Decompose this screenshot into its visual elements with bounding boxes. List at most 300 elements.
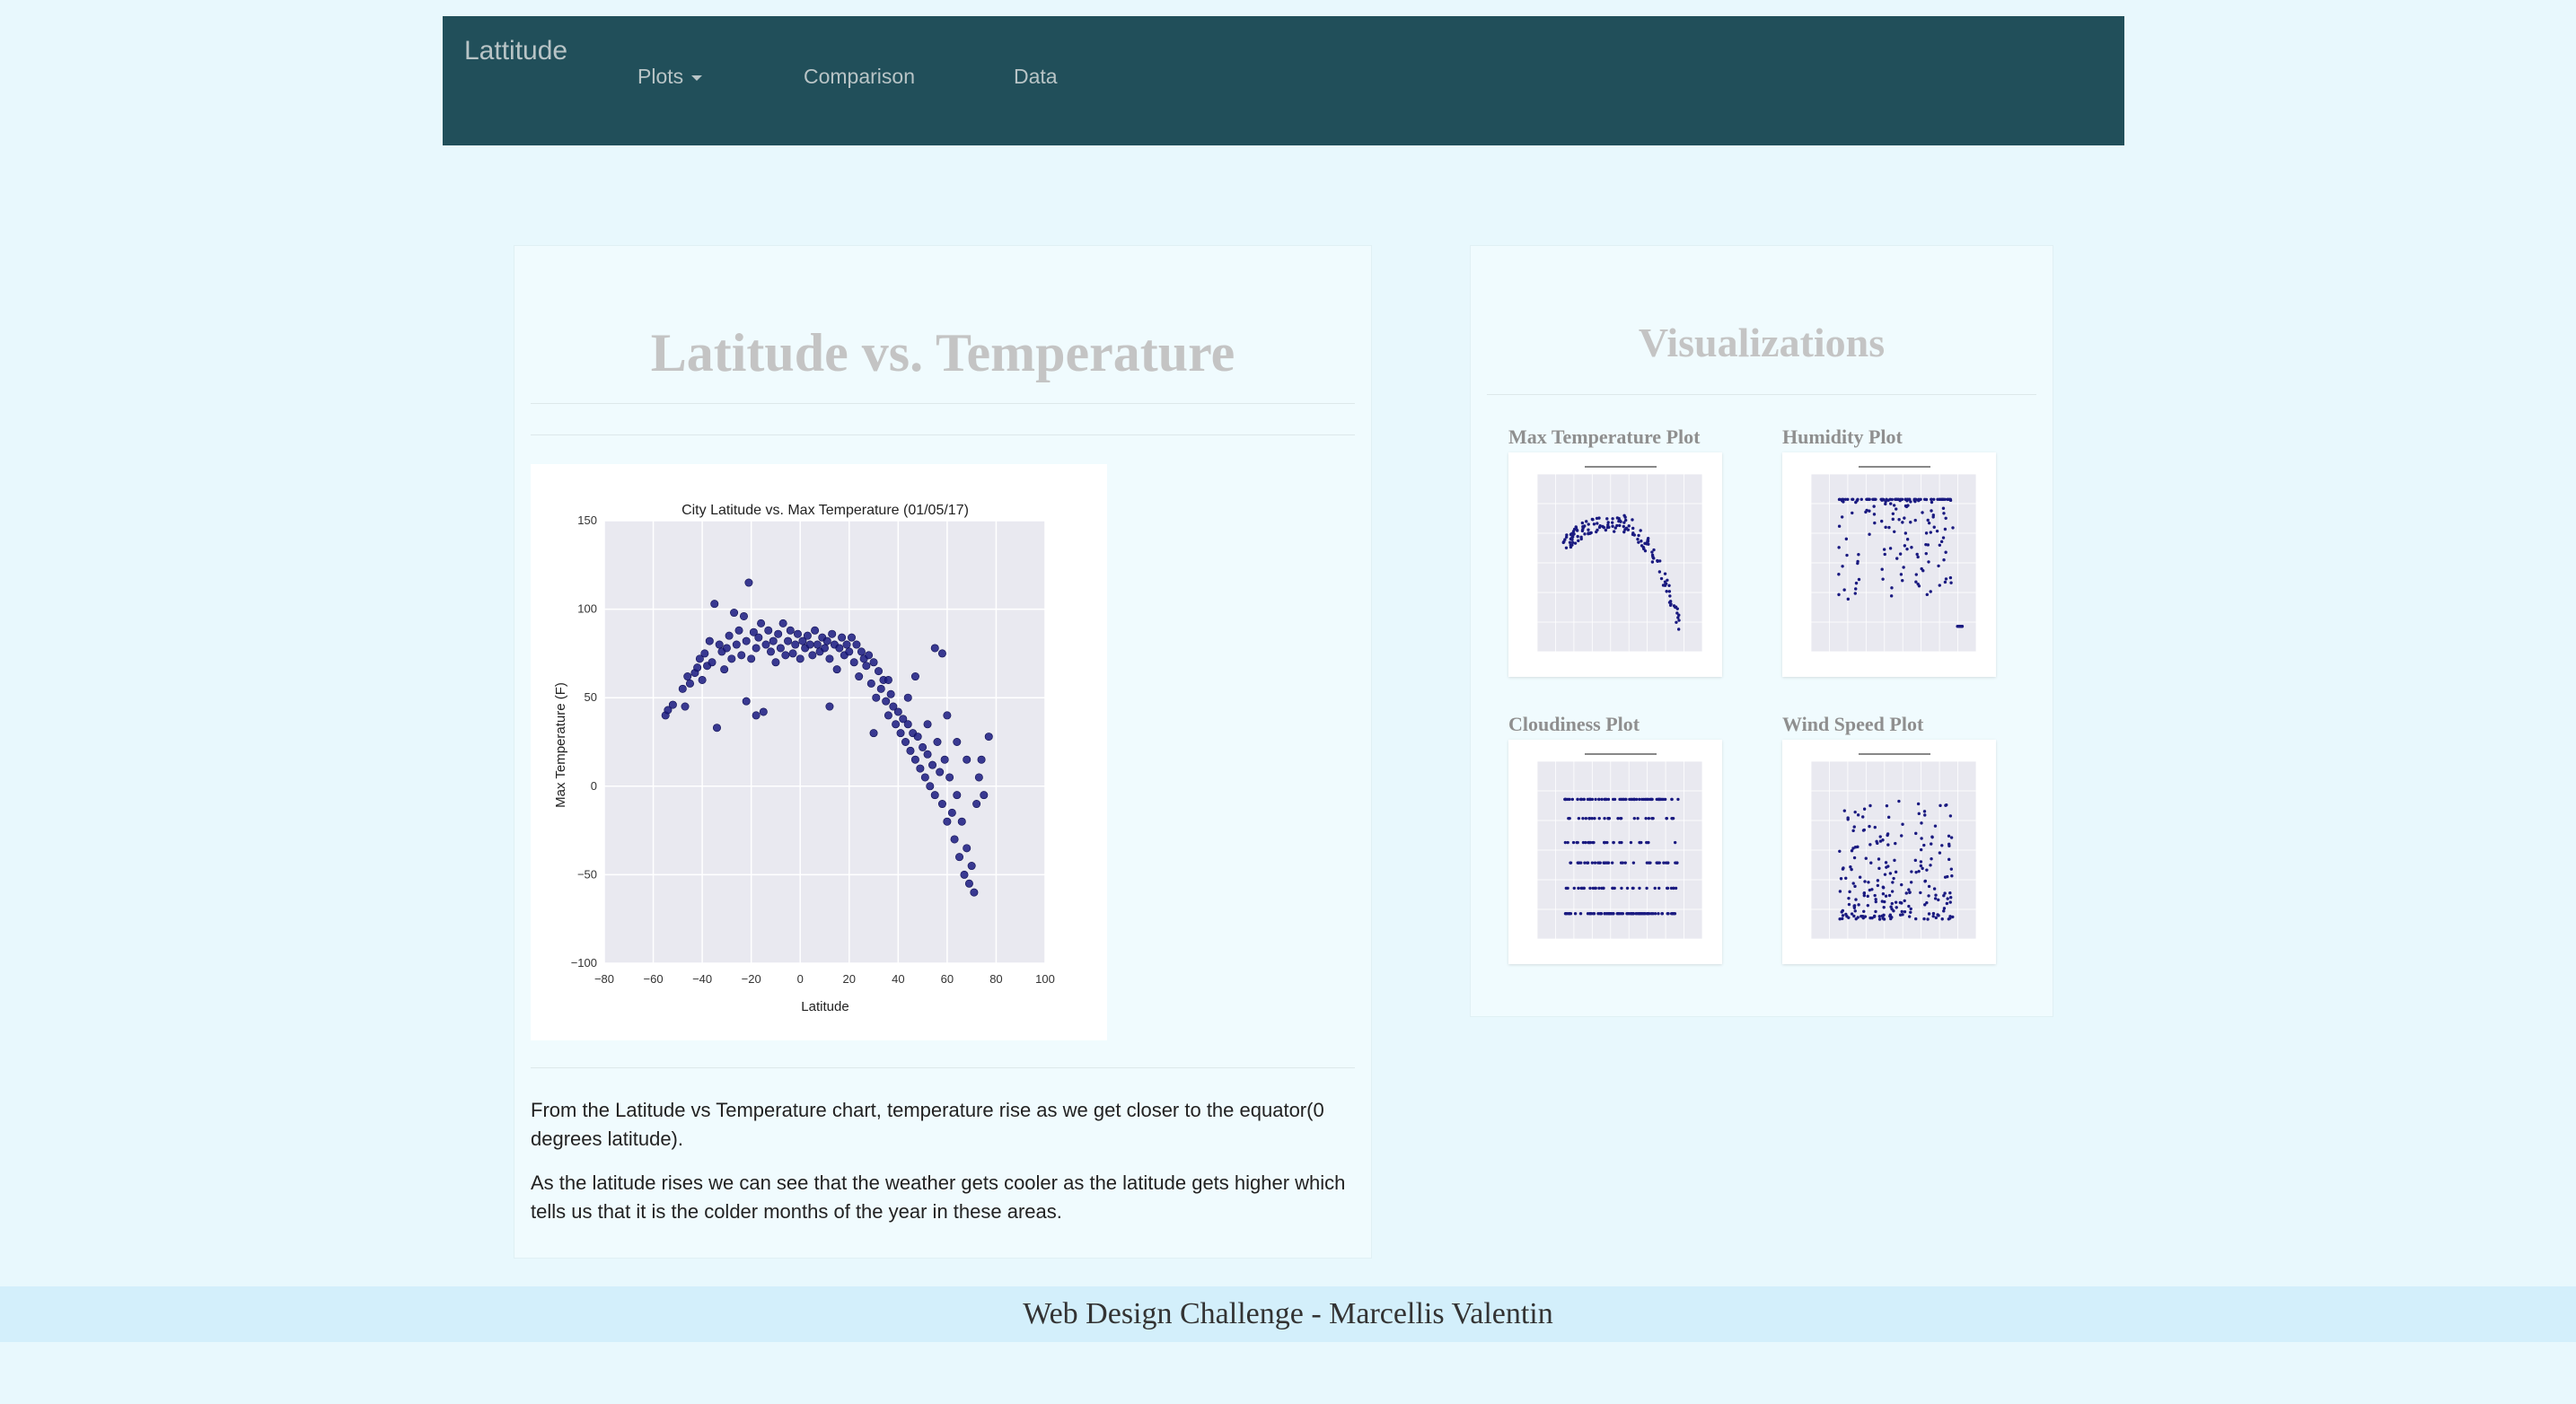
thumb-point (1893, 859, 1895, 862)
thumb-point (1604, 798, 1606, 801)
thumb-point (1920, 837, 1922, 839)
data-point (875, 667, 882, 674)
thumb-point (1607, 861, 1610, 864)
thumb-point (1946, 897, 1948, 899)
thumb-point (1867, 881, 1869, 883)
thumb-point (1670, 912, 1673, 915)
data-point (789, 650, 796, 657)
thumb-point (1883, 548, 1886, 550)
data-point (917, 765, 924, 772)
thumb-point (1674, 912, 1676, 915)
thumb-point (1878, 915, 1881, 917)
data-point (870, 659, 877, 666)
thumb-point (1646, 841, 1648, 844)
thumb-point (1916, 583, 1919, 585)
thumb-point (1903, 899, 1906, 902)
thumb-point (1863, 891, 1866, 894)
data-point (955, 853, 963, 860)
thumbnail-wind-speed[interactable] (1782, 740, 1996, 964)
data-point (738, 652, 745, 659)
data-point (882, 698, 889, 705)
y-tick-label: 100 (577, 601, 597, 616)
thumb-point (1587, 861, 1589, 864)
thumb-point (1905, 505, 1908, 508)
thumb-point (1925, 901, 1928, 904)
x-tick-label: 80 (989, 972, 1003, 986)
thumb-point (1942, 536, 1945, 539)
thumb-point (1638, 841, 1640, 844)
thumb-point (1920, 860, 1922, 863)
navbar (443, 16, 2124, 145)
thumb-point (1658, 570, 1661, 573)
thumb-point (1838, 850, 1841, 853)
data-point (743, 698, 750, 705)
thumb-point (1611, 887, 1613, 890)
thumb-point (1895, 507, 1897, 510)
data-point (713, 724, 720, 732)
thumb-point (1947, 843, 1950, 846)
thumb-point (1914, 519, 1917, 522)
data-point (823, 637, 831, 645)
data-point (863, 663, 870, 670)
thumb-point (1637, 540, 1640, 543)
thumbnail-humidity[interactable] (1782, 452, 1996, 677)
thumb-point (1919, 498, 1921, 501)
thumb-point (1646, 861, 1648, 864)
data-point (784, 637, 791, 645)
data-point (873, 694, 880, 701)
thumb-point (1901, 579, 1903, 582)
thumb-point (1585, 520, 1587, 522)
y-tick-label: 0 (590, 778, 597, 793)
data-point (711, 600, 718, 607)
thumb-point (1576, 535, 1578, 538)
thumb-point (1611, 517, 1613, 520)
x-tick-label: 20 (842, 972, 857, 986)
thumb-point (1591, 518, 1594, 521)
thumb-point (1890, 586, 1893, 589)
data-point (928, 761, 936, 768)
data-point (944, 712, 951, 719)
data-point (904, 694, 911, 701)
thumb-point (1670, 798, 1673, 801)
thumb-point (1639, 529, 1641, 531)
thumb-point (1927, 543, 1930, 546)
data-point (701, 650, 708, 657)
thumb-point (1887, 816, 1890, 819)
thumb-point (1877, 867, 1880, 870)
thumb-point (1630, 841, 1632, 844)
thumb-point (1614, 526, 1617, 529)
thumb-point (1956, 625, 1958, 627)
thumb-point (1868, 843, 1871, 846)
thumb-point (1942, 507, 1945, 510)
thumb-point (1564, 798, 1567, 801)
data-point (857, 648, 865, 655)
thumb-point (1944, 517, 1947, 520)
data-point (963, 845, 971, 852)
thumb-point (1853, 904, 1856, 907)
thumb-point (1577, 540, 1579, 542)
data-point (787, 627, 794, 634)
thumb-point (1616, 516, 1619, 519)
thumb-point (1910, 870, 1912, 873)
thumb-point (1565, 887, 1568, 890)
thumb-point (1891, 881, 1894, 883)
data-point (735, 627, 743, 634)
thumb-point (1575, 525, 1578, 528)
thumb-point (1908, 498, 1911, 501)
data-point (972, 800, 980, 807)
thumb-point (1877, 879, 1879, 882)
data-point (911, 756, 919, 763)
thumb-point (1632, 861, 1635, 864)
data-point (907, 747, 914, 754)
thumb-point (1910, 546, 1912, 548)
thumb-point (1579, 798, 1582, 801)
thumb-point (1893, 504, 1895, 506)
thumb-point (1890, 594, 1893, 597)
analysis-paragraph: As the latitude rises we can see that the weather gets cooler as the latitude gets higher which tells us that it is the colder months of the year in these areas. (531, 1171, 1346, 1223)
thumb-point (1886, 804, 1888, 807)
thumb-point (1620, 887, 1622, 890)
thumb-point (1612, 912, 1614, 915)
thumb-point (1903, 516, 1905, 519)
thumb-point (1674, 841, 1676, 844)
thumb-point (1837, 593, 1840, 596)
thumb-point (1867, 904, 1869, 907)
thumb-point (1937, 899, 1939, 901)
thumb-point (1946, 498, 1948, 501)
thumb-point (1921, 867, 1923, 870)
chart-image (531, 464, 1107, 1040)
thumb-point (1934, 893, 1937, 896)
thumb-point (1634, 912, 1637, 915)
thumb-point (1907, 888, 1910, 891)
data-point (884, 676, 892, 683)
thumb-point (1606, 817, 1609, 820)
thumb-point (1657, 798, 1659, 801)
thumb-point (1657, 887, 1660, 890)
thumb-point (1600, 798, 1603, 801)
data-point (846, 648, 853, 655)
data-point (911, 672, 919, 680)
thumb-point (1838, 917, 1841, 920)
thumb-point (1587, 522, 1590, 525)
data-point (963, 756, 971, 763)
data-point (730, 609, 737, 616)
thumb-point (1934, 897, 1937, 899)
thumb-point (1920, 864, 1922, 867)
thumb-point (1893, 531, 1895, 533)
thumb-point (1609, 912, 1612, 915)
data-point (924, 750, 931, 758)
thumb-point (1847, 598, 1850, 601)
data-point (767, 648, 774, 655)
thumb-point (1645, 887, 1648, 890)
thumb-point (1578, 817, 1580, 820)
thumb-point (1666, 579, 1668, 582)
thumb-point (1574, 541, 1577, 544)
thumb-point (1886, 864, 1889, 867)
data-point (782, 652, 789, 659)
thumb-point (1577, 887, 1579, 890)
data-point (954, 738, 961, 745)
thumb-point (1613, 530, 1615, 532)
thumb-point (1947, 858, 1950, 861)
thumb-point (1862, 910, 1865, 913)
thumb-point (1885, 861, 1887, 864)
thumb-point (1853, 811, 1856, 813)
thumb-point (1889, 916, 1892, 918)
thumb-point (1650, 550, 1653, 553)
data-point (728, 655, 735, 663)
thumb-point (1891, 902, 1894, 905)
thumb-point (1648, 817, 1650, 820)
thumb-point (1852, 882, 1855, 884)
thumb-point (1564, 841, 1567, 844)
thumb-point (1636, 538, 1639, 540)
thumb-point (1940, 844, 1943, 847)
thumb-point (1837, 546, 1840, 548)
thumb-point (1583, 532, 1586, 535)
thumb-point (1668, 590, 1671, 592)
thumb-point (1885, 895, 1887, 898)
analysis-paragraph: From the Latitude vs Temperature chart, temperature rise as we get closer to the equator(0 degrees latitude). (531, 1099, 1324, 1150)
thumb-point (1611, 525, 1613, 528)
thumb-point (1948, 915, 1951, 917)
thumb-point (1937, 565, 1939, 567)
nav-comparison[interactable]: Comparison (804, 65, 915, 88)
thumb-point (1603, 526, 1605, 529)
data-point (965, 880, 972, 887)
thumb-label: Max Temperature Plot (1508, 426, 1701, 448)
thumb-point (1640, 540, 1642, 542)
thumb-point (1571, 541, 1574, 544)
data-point (877, 685, 884, 692)
thumb-point (1666, 887, 1669, 890)
data-point (686, 680, 693, 687)
data-point (757, 619, 764, 627)
thumb-point (1664, 584, 1666, 587)
thumb-point (1650, 798, 1653, 801)
thumb-point (1570, 536, 1573, 539)
thumb-point (1944, 528, 1947, 531)
thumb-point (1838, 498, 1841, 501)
thumb-point (1628, 524, 1631, 527)
thumb-point (1622, 514, 1625, 517)
data-point (745, 579, 752, 586)
data-point (870, 729, 877, 736)
x-tick-label: 100 (1035, 972, 1055, 986)
thumb-point (1631, 531, 1634, 534)
thumb-point (1597, 887, 1600, 890)
thumb-point (1675, 621, 1677, 624)
thumb-point (1932, 513, 1935, 516)
data-point (681, 703, 689, 710)
main-panel (514, 245, 1372, 1259)
data-point (927, 783, 934, 790)
thumb-point (1942, 909, 1945, 912)
thumb-point (1868, 498, 1871, 501)
thumb-point (1921, 511, 1923, 513)
thumb-point (1865, 857, 1868, 860)
thumb-point (1914, 871, 1917, 873)
data-point (954, 791, 961, 798)
data-point (693, 663, 700, 671)
thumb-point (1571, 533, 1574, 536)
thumb-point (1886, 843, 1889, 846)
brand-link[interactable]: Lattitude (464, 36, 568, 66)
thumb-point (1839, 890, 1842, 892)
thumb-point (1669, 600, 1672, 602)
thumb-point (1874, 898, 1877, 900)
thumb-point (1871, 498, 1874, 501)
thumb-point (1868, 889, 1871, 891)
thumb-point (1840, 877, 1842, 880)
thumb-point (1863, 880, 1866, 882)
thumb-point (1591, 861, 1594, 864)
data-point (762, 641, 769, 648)
thumb-point (1637, 534, 1640, 537)
thumb-point (1676, 607, 1679, 610)
nav-plots-dropdown[interactable] (637, 65, 702, 89)
thumb-point (1944, 551, 1947, 554)
thumb-point (1627, 529, 1630, 531)
thumb-point (1946, 902, 1948, 905)
thumbnail-plot (1508, 452, 1722, 677)
thumb-point (1622, 798, 1625, 801)
thumb-point (1897, 800, 1900, 803)
thumb-point (1626, 887, 1629, 890)
thumb-point (1942, 558, 1945, 561)
thumb-point (1908, 915, 1911, 917)
y-tick-label: 50 (584, 690, 597, 705)
thumb-point (1918, 812, 1921, 815)
thumb-point (1904, 498, 1907, 501)
data-point (853, 641, 860, 648)
thumb-point (1677, 614, 1680, 617)
thumb-point (1664, 572, 1666, 575)
thumb-point (1873, 522, 1876, 524)
thumbnail-cloudiness[interactable] (1508, 740, 1722, 964)
x-tick-label: −60 (643, 972, 664, 986)
thumb-point (1843, 809, 1846, 812)
thumb-point (1587, 817, 1590, 820)
thumb-point (1593, 522, 1596, 525)
data-point (740, 612, 747, 619)
thumb-point (1894, 498, 1896, 501)
data-point (887, 690, 894, 698)
thumb-point (1933, 887, 1936, 890)
thumb-point (1644, 817, 1647, 820)
data-point (809, 652, 816, 659)
thumb-point (1914, 832, 1917, 835)
data-point (948, 809, 955, 816)
thumb-point (1895, 900, 1897, 903)
thumb-point (1838, 525, 1841, 528)
thumb-point (1631, 887, 1634, 890)
data-point (796, 655, 804, 663)
thumb-point (1597, 516, 1600, 519)
thumb-point (1929, 864, 1931, 866)
data-point (792, 641, 799, 648)
caret-down-icon (691, 75, 702, 81)
thumb-point (1579, 536, 1582, 539)
thumb-point (1892, 877, 1895, 880)
thumb-point (1926, 593, 1929, 596)
data-point (699, 676, 706, 683)
thumb-point (1887, 526, 1890, 529)
data-point (843, 641, 850, 648)
data-point (821, 645, 828, 652)
thumb-point (1917, 870, 1920, 873)
data-point (794, 630, 801, 637)
thumb-point (1943, 907, 1946, 909)
thumb-point (1623, 528, 1626, 531)
thumb-point (1668, 594, 1671, 597)
thumb-point (1624, 861, 1627, 864)
thumb-point (1909, 911, 1912, 914)
thumbnail-max-temperature[interactable] (1508, 452, 1722, 677)
thumb-point (1600, 912, 1603, 915)
x-tick-label: −80 (593, 972, 615, 986)
x-tick-label: 40 (892, 972, 905, 986)
thumb-point (1909, 521, 1912, 523)
thumb-point (1905, 891, 1908, 894)
data-point (931, 791, 938, 798)
thumb-point (1932, 915, 1935, 917)
x-tick-label: 60 (940, 972, 954, 986)
thumb-point (1666, 912, 1669, 915)
thumb-point (1906, 538, 1909, 540)
x-tick-label: −40 (692, 972, 713, 986)
thumb-point (1950, 874, 1953, 877)
thumb-point (1859, 876, 1861, 879)
thumb-point (1854, 909, 1857, 912)
data-point (723, 645, 730, 652)
thumb-point (1677, 627, 1680, 630)
thumb-point (1939, 584, 1941, 586)
thumb-point (1638, 887, 1640, 890)
thumb-point (1603, 841, 1605, 844)
thumb-point (1854, 592, 1857, 594)
y-tick-label: 150 (577, 513, 597, 527)
thumb-point (1631, 518, 1633, 521)
data-point (743, 637, 750, 645)
thumb-point (1879, 839, 1882, 842)
thumb-point (1660, 577, 1663, 580)
thumb-point (1882, 498, 1885, 501)
thumb-point (1949, 814, 1952, 817)
thumb-point (1958, 625, 1961, 627)
data-point (971, 889, 978, 896)
nav-plots-label: Plots (637, 65, 684, 88)
thumb-point (1892, 518, 1895, 521)
thumb-point (1607, 521, 1610, 523)
thumb-point (1914, 917, 1917, 920)
thumb-point (1869, 862, 1872, 864)
thumb-point (1603, 861, 1605, 864)
thumb-point (1864, 511, 1867, 513)
thumb-point (1638, 798, 1640, 801)
thumb-point (1844, 877, 1847, 880)
thumb-point (1845, 554, 1848, 557)
thumb-point (1926, 917, 1929, 920)
data-point (806, 641, 813, 648)
data-point (760, 708, 767, 715)
nav-data[interactable]: Data (1014, 65, 1058, 88)
